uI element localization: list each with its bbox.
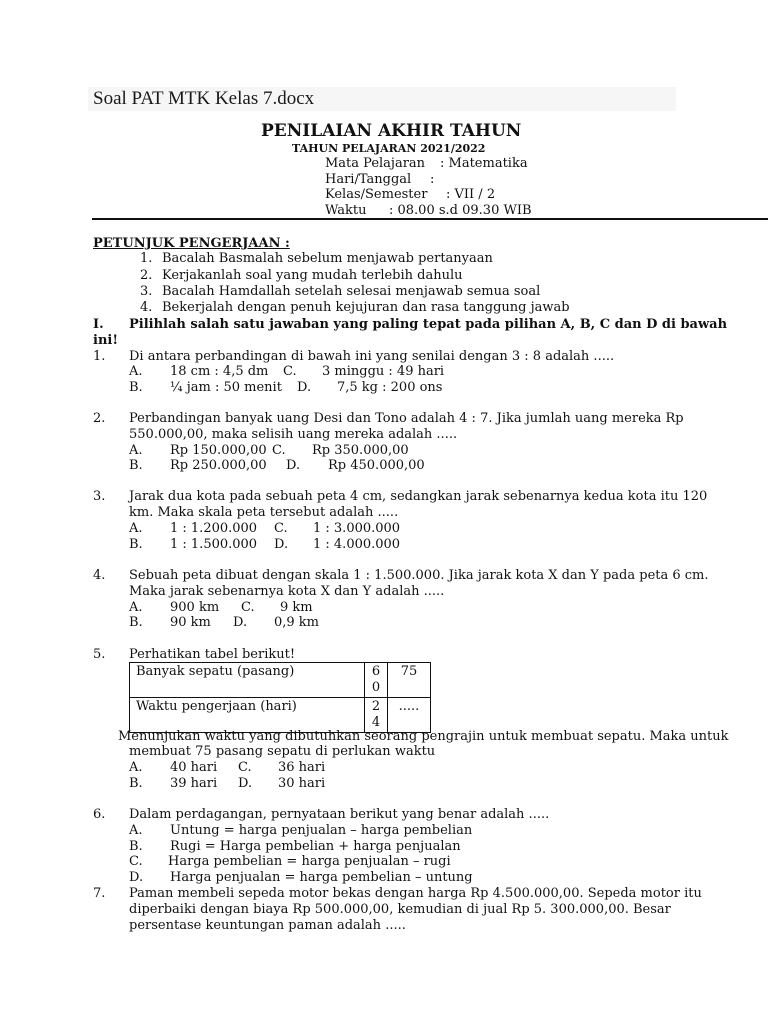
option-b: Rugi = Harga pembelian + harga penjualan <box>170 839 461 854</box>
subject-value: : Matematika <box>440 156 528 171</box>
option-label: B. <box>129 839 143 854</box>
question-text-cont: persentase keuntungan paman adalah ..... <box>129 918 406 933</box>
instruction-num: 4. <box>140 300 153 315</box>
question-number: 6. <box>93 807 106 822</box>
time-label: Waktu <box>325 203 367 218</box>
question-text: Sebuah peta dibuat dengan skala 1 : 1.500.000. Jika jarak kota X dan Y pada peta 6 cm. <box>129 568 709 583</box>
option-label: C. <box>274 521 288 536</box>
table-row <box>130 698 431 733</box>
date-value: : <box>430 172 435 187</box>
option-d: 0,9 km <box>274 615 320 630</box>
question-text-cont: km. Maka skala peta tersebut adalah ..... <box>129 505 399 520</box>
question-number: 4. <box>93 568 106 583</box>
section-instruction: Pilihlah salah satu jawaban yang paling tepat pada pilihan A, B, C dan D di bawah <box>129 317 728 332</box>
table-cell-value: 75 <box>388 663 431 698</box>
question-text-cont: membuat 75 pasang sepatu di perlukan waktu <box>129 744 436 759</box>
header-divider <box>92 218 768 220</box>
class-label: Kelas/Semester <box>325 187 428 202</box>
option-a: 18 cm : 4,5 dm <box>170 364 269 379</box>
class-value: : VII / 2 <box>446 187 496 202</box>
time-value: : 08.00 s.d 09.30 WIB <box>389 203 532 218</box>
option-b: ¼ jam : 50 menit <box>170 380 282 395</box>
option-c: 1 : 3.000.000 <box>313 521 401 536</box>
question-text: Paman membeli sepeda motor bekas dengan harga Rp 4.500.000,00. Sepeda motor itu <box>129 886 702 901</box>
option-c: Rp 350.000,00 <box>312 443 409 458</box>
option-d: 1 : 4.000.000 <box>313 537 401 552</box>
option-label: A. <box>129 364 143 379</box>
question-text: Perhatikan tabel berikut! <box>129 647 296 662</box>
question-number: 1. <box>93 349 106 364</box>
instruction-num: 2. <box>140 268 153 283</box>
table-cell-label: Banyak sepatu (pasang) <box>130 663 365 698</box>
option-label: A. <box>129 600 143 615</box>
instructions-heading: PETUNJUK PENGERJAAN : <box>93 236 290 251</box>
table-cell-label: Waktu pengerjaan (hari) <box>130 698 365 733</box>
option-d: Rp 450.000,00 <box>328 458 425 473</box>
option-label: A. <box>129 823 143 838</box>
option-b: 90 km <box>170 615 211 630</box>
option-a: 40 hari <box>170 760 218 775</box>
question-text: Perbandingan banyak uang Desi dan Tono adalah 4 : 7. Jika jumlah uang mereka Rp <box>129 411 684 426</box>
option-label: A. <box>129 521 143 536</box>
option-label: D. <box>238 776 253 791</box>
option-d: Harga penjualan = harga pembelian – untung <box>170 870 473 885</box>
option-a: 900 km <box>170 600 220 615</box>
table-cell-value <box>365 663 388 698</box>
option-c: 3 minggu : 49 hari <box>322 364 445 379</box>
option-label: B. <box>129 615 143 630</box>
question-number: 5. <box>93 647 106 662</box>
question-number: 2. <box>93 411 106 426</box>
question-text-cont: 550.000,00, maka selisih uang mereka adalah ..... <box>129 427 458 442</box>
subject-label: Mata Pelajaran <box>325 156 426 171</box>
table-row <box>130 663 431 698</box>
option-label: C. <box>272 443 286 458</box>
option-a: Rp 150.000,00 <box>170 443 267 458</box>
option-label: B. <box>129 380 143 395</box>
date-label: Hari/Tanggal <box>325 172 412 187</box>
instruction-num: 1. <box>140 251 153 266</box>
option-label: C. <box>241 600 255 615</box>
option-d: 30 hari <box>278 776 326 791</box>
option-label: B. <box>129 458 143 473</box>
option-d: 7,5 kg : 200 ons <box>337 380 443 395</box>
question-text: Menunjukan waktu yang dibutuhkan seorang pengrajin untuk membuat sepatu. Maka untuk <box>118 729 729 744</box>
option-label: C. <box>129 854 143 869</box>
option-c: 36 hari <box>278 760 326 775</box>
instruction-item: Kerjakanlah soal yang mudah terlebih dahulu <box>162 268 463 283</box>
instruction-item: Bacalah Hamdallah setelah selesai menjawab semua soal <box>162 284 541 299</box>
question-number: 3. <box>93 489 106 504</box>
option-c: Harga pembelian = harga penjualan – rugi <box>168 854 451 869</box>
option-b: Rp 250.000,00 <box>170 458 267 473</box>
option-label: D. <box>286 458 301 473</box>
option-label: D. <box>297 380 312 395</box>
section-instruction-cont: ini! <box>93 333 119 348</box>
question-text-cont: diperbaiki dengan biaya Rp 500.000,00, kemudian di jual Rp 5. 300.000,00. Besar <box>129 902 671 917</box>
question-text: Dalam perdagangan, pernyataan berikut yang benar adalah ..... <box>129 807 550 822</box>
cell-digit: 0 <box>371 680 381 695</box>
question-text: Jarak dua kota pada sebuah peta 4 cm, sedangkan jarak sebenarnya kedua kota itu 120 <box>129 489 708 504</box>
table-cell-value: ..... <box>388 698 431 733</box>
academic-year: TAHUN PELAJARAN 2021/2022 <box>292 142 486 155</box>
option-b: 1 : 1.500.000 <box>170 537 258 552</box>
instruction-item: Bekerjalah dengan penuh kejujuran dan rasa tanggung jawab <box>162 300 570 315</box>
option-c: 9 km <box>280 600 313 615</box>
cell-digit: 2 <box>371 699 381 714</box>
table-cell-value <box>365 698 388 733</box>
cell-digit: 4 <box>371 715 381 730</box>
instruction-num: 3. <box>140 284 153 299</box>
option-b: 39 hari <box>170 776 218 791</box>
option-label: B. <box>129 776 143 791</box>
instruction-item: Bacalah Basmalah sebelum menjawab pertanyaan <box>162 251 493 266</box>
question-text: Di antara perbandingan di bawah ini yang senilai dengan 3 : 8 adalah ..... <box>129 349 615 364</box>
document-title: Soal PAT MTK Kelas 7.docx <box>88 87 676 111</box>
option-label: C. <box>283 364 297 379</box>
option-label: A. <box>129 760 143 775</box>
section-number: I. <box>93 317 104 332</box>
cell-digit: 6 <box>371 664 381 679</box>
option-label: D. <box>233 615 248 630</box>
option-label: B. <box>129 537 143 552</box>
option-a: Untung = harga penjualan – harga pembelian <box>170 823 473 838</box>
option-label: D. <box>129 870 144 885</box>
question-text-cont: Maka jarak sebenarnya kota X dan Y adalah ..... <box>129 584 445 599</box>
option-label: D. <box>274 537 289 552</box>
option-label: A. <box>129 443 143 458</box>
exam-title: PENILAIAN AKHIR TAHUN <box>261 121 522 141</box>
option-label: C. <box>238 760 252 775</box>
option-a: 1 : 1.200.000 <box>170 521 258 536</box>
question-number: 7. <box>93 886 106 901</box>
data-table <box>129 662 431 733</box>
